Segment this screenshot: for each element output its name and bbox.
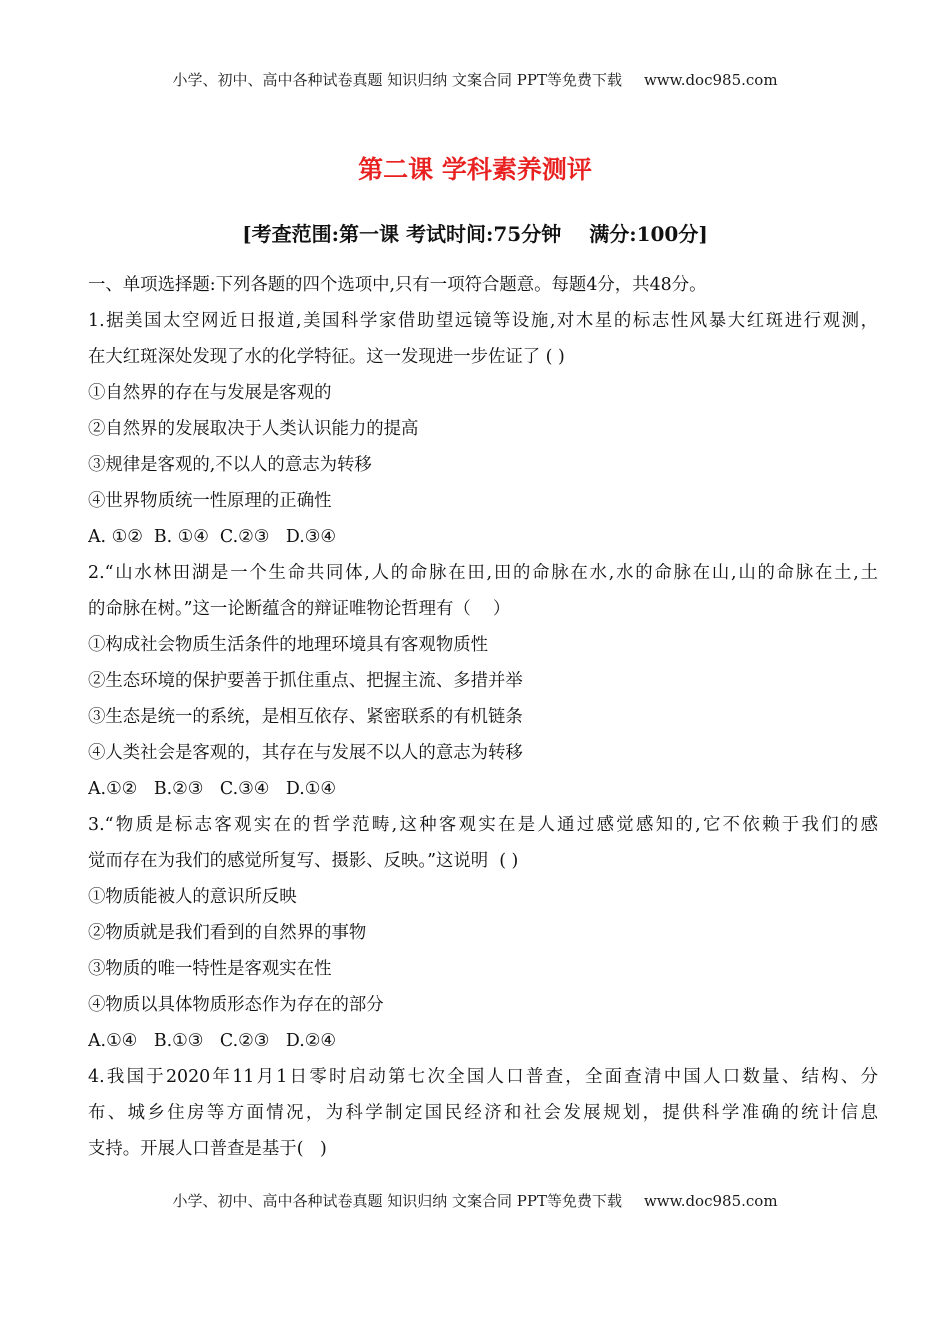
question-stem-line: 2.“山水林田湖是一个生命共同体,人的命脉在田,田的命脉在水,水的命脉在山,山的命脉在土,土 xyxy=(88,563,878,583)
question-stem-line: 觉而存在为我们的感觉所复写、摄影、反映。”这说明 ( ) xyxy=(88,851,519,871)
header-text: 小学、初中、高中各种试卷真题 知识归纳 文案合同 PPT等免费下载 xyxy=(172,71,622,89)
option-item: ④人类社会是客观的，其存在与发展不以人的意志为转移 xyxy=(88,743,523,763)
question-stem-line: 3.“物质是标志客观实在的哲学范畴,这种客观实在是人通过感觉感知的,它不依赖于我们的感 xyxy=(88,815,878,835)
option-item: ②自然界的发展取决于人类认识能力的提高 xyxy=(88,419,419,439)
header-site: www.doc985.com xyxy=(643,71,778,89)
question-stem-line: 布、城乡住房等方面情况，为科学制定国民经济和社会发展规划，提供科学准确的统计信息 xyxy=(88,1103,878,1123)
question-stem-line: 4.我国于2020年11月1日零时启动第七次全国人口普查，全面查清中国人口数量、结构、分 xyxy=(88,1067,878,1087)
question-stem-line: 的命脉在树。”这一论断蕴含的辩证唯物论哲理有（ ） xyxy=(88,599,511,619)
question-1 xyxy=(88,303,878,555)
option-item: ③规律是客观的,不以人的意志为转移 xyxy=(88,455,372,475)
page-title: 第二课 学科素养测评 xyxy=(358,155,592,184)
page-header xyxy=(0,69,950,90)
footer-text: 小学、初中、高中各种试卷真题 知识归纳 文案合同 PPT等免费下载 xyxy=(172,1192,622,1210)
answer-choices: A. ①② B. ①④ C.②③ D.③④ xyxy=(88,527,336,547)
page-footer xyxy=(0,1190,950,1211)
question-3 xyxy=(88,807,878,1059)
exam-scope-time: [考查范围:第一课 考试时间:75分钟 xyxy=(242,222,562,246)
question-stem-line: 在大红斑深处发现了水的化学特征。这一发现进一步佐证了 ( ) xyxy=(88,347,565,367)
question-stem-line: 1.据美国太空网近日报道,美国科学家借助望远镜等设施,对木星的标志性风暴大红斑进行观测， xyxy=(88,311,878,331)
section-heading: 一、单项选择题:下列各题的四个选项中,只有一项符合题意。每题4分，共48分。 xyxy=(88,275,707,295)
option-item: ①自然界的存在与发展是客观的 xyxy=(88,383,332,403)
question-content xyxy=(88,267,878,1167)
option-item: ①构成社会物质生活条件的地理环境具有客观物质性 xyxy=(88,635,488,655)
option-item: ④物质以具体物质形态作为存在的部分 xyxy=(88,995,384,1015)
option-item: ②生态环境的保护要善于抓住重点、把握主流、多措并举 xyxy=(88,671,523,691)
exam-full-score: 满分:100分] xyxy=(589,222,708,246)
question-2 xyxy=(88,555,878,807)
option-item: ②物质就是我们看到的自然界的事物 xyxy=(88,923,367,943)
answer-choices: A.①② B.②③ C.③④ D.①④ xyxy=(88,779,336,799)
option-item: ③生态是统一的系统，是相互依存、紧密联系的有机链条 xyxy=(88,707,523,727)
answer-choices: A.①④ B.①③ C.②③ D.②④ xyxy=(88,1031,336,1051)
exam-info xyxy=(0,218,950,247)
footer-site: www.doc985.com xyxy=(643,1192,778,1210)
question-4 xyxy=(88,1059,878,1167)
option-item: ④世界物质统一性原理的正确性 xyxy=(88,491,332,511)
option-item: ③物质的唯一特性是客观实在性 xyxy=(88,959,332,979)
question-stem-line: 支持。开展人口普查是基于( ) xyxy=(88,1139,327,1159)
option-item: ①物质能被人的意识所反映 xyxy=(88,887,297,907)
